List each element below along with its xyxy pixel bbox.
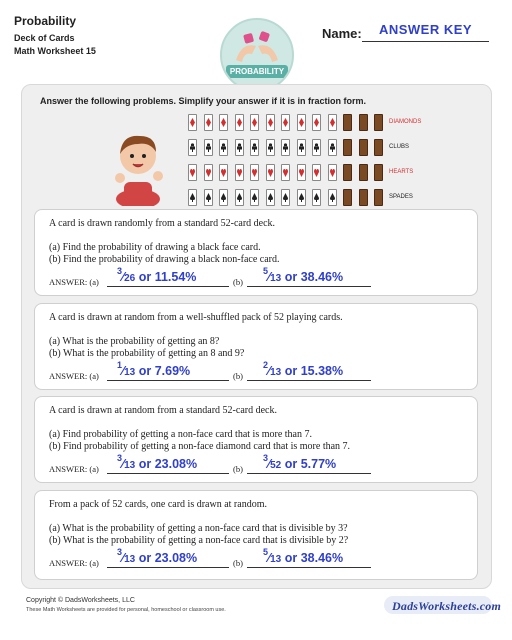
playing-card <box>312 114 321 131</box>
playing-card <box>235 164 244 181</box>
suit-label: CLUBS <box>389 144 410 150</box>
playing-card <box>204 164 213 181</box>
playing-card <box>235 139 244 156</box>
answer-label: ANSWER: (a) <box>49 371 99 381</box>
question-part-a: (a) Find probability of getting a non-face card that is more than 7. <box>49 429 312 440</box>
playing-card <box>188 164 197 181</box>
answer-label: ANSWER: (a) <box>49 277 99 287</box>
brand-logo: DadsWorksheets.com <box>392 599 502 613</box>
suit-label: SPADES <box>389 194 413 200</box>
instructions: Answer the following problems. Simplify your answer if it is in fraction form. <box>40 96 367 106</box>
answer-a-value: $^3$⁄13 or 23.08% <box>117 547 198 566</box>
answer-b-line <box>247 473 371 474</box>
playing-card <box>343 139 352 156</box>
question-intro: A card is drawn at random from a standard 52-card deck. <box>49 405 277 416</box>
answer-b-line <box>247 567 371 568</box>
playing-card <box>266 164 275 181</box>
playing-card <box>359 164 368 181</box>
question-part-b: (b) What is the probability of getting a non-face card that is divisible by 2? <box>49 535 349 546</box>
answer-a-value: $^1$⁄13 or 7.69% <box>117 360 191 379</box>
worksheet-title: Probability <box>14 14 77 28</box>
playing-card <box>312 189 321 206</box>
playing-card <box>312 139 321 156</box>
playing-card <box>374 114 383 131</box>
playing-card <box>219 139 228 156</box>
copyright: Copyright © DadsWorksheets, LLC <box>26 597 135 604</box>
question-part-a: (a) Find the probability of drawing a black face card. <box>49 242 261 253</box>
playing-card <box>328 164 337 181</box>
answer-a-value: $^3$⁄26 or 11.54% <box>117 266 197 285</box>
answer-b-value: $^2$⁄13 or 15.38% <box>263 360 344 379</box>
question-part-b: (b) What is the probability of getting an 8 and 9? <box>49 348 245 359</box>
suit-label: HEARTS <box>389 169 414 175</box>
playing-card <box>297 189 306 206</box>
playing-card <box>374 189 383 206</box>
playing-card <box>266 114 275 131</box>
answer-a-line <box>107 473 229 474</box>
answer-b-label: (b) <box>233 277 243 287</box>
playing-card <box>297 164 306 181</box>
playing-card <box>281 139 290 156</box>
question-part-a: (a) What is the probability of getting a non-face card that is divisible by 3? <box>49 523 348 534</box>
question-intro: A card is drawn at random from a well-shuffled pack of 52 playing cards. <box>49 312 343 323</box>
probability-logo <box>220 18 294 92</box>
logo-label: PROBABILITY <box>226 65 288 78</box>
answer-a-line <box>107 286 229 287</box>
playing-card <box>250 164 259 181</box>
suit-label: DIAMONDS <box>389 119 422 125</box>
question-part-a: (a) What is the probability of getting an 8? <box>49 336 220 347</box>
playing-card <box>297 114 306 131</box>
answer-a-line <box>107 567 229 568</box>
playing-card <box>328 114 337 131</box>
playing-card <box>281 189 290 206</box>
playing-card <box>266 189 275 206</box>
name-value: ANSWER KEY <box>378 22 473 37</box>
name-line <box>362 41 489 42</box>
answer-b-value: $^3$⁄52 or 5.77% <box>263 453 337 472</box>
playing-card <box>204 189 213 206</box>
playing-card <box>219 114 228 131</box>
playing-card <box>312 164 321 181</box>
playing-card <box>343 189 352 206</box>
question-box <box>34 209 478 296</box>
answer-label: ANSWER: (a) <box>49 464 99 474</box>
worksheet-number: Math Worksheet 15 <box>14 46 96 56</box>
playing-card <box>250 114 259 131</box>
playing-card <box>359 139 368 156</box>
playing-card <box>219 164 228 181</box>
name-label: Name: <box>322 26 362 41</box>
answer-b-line <box>247 380 371 381</box>
answer-b-value: $^5$⁄13 or 38.46% <box>263 547 344 566</box>
answer-a-value: $^3$⁄13 or 23.08% <box>117 453 198 472</box>
playing-card <box>328 139 337 156</box>
playing-card <box>281 164 290 181</box>
playing-card <box>343 164 352 181</box>
playing-card <box>235 114 244 131</box>
question-box <box>34 396 478 483</box>
answer-b-value: $^5$⁄13 or 38.46% <box>263 266 344 285</box>
playing-card <box>204 139 213 156</box>
playing-card <box>374 139 383 156</box>
answer-label: ANSWER: (a) <box>49 558 99 568</box>
playing-card <box>188 114 197 131</box>
child-illustration <box>108 124 176 206</box>
usage-note: These Math Worksheets are provided for personal, homeschool or classroom use. <box>26 607 226 613</box>
playing-card <box>359 114 368 131</box>
answer-a-line <box>107 380 229 381</box>
playing-card <box>235 189 244 206</box>
dice-hands-icon <box>222 20 292 90</box>
playing-card <box>328 189 337 206</box>
playing-card <box>188 189 197 206</box>
worksheet-subtitle: Deck of Cards <box>14 33 75 43</box>
playing-card <box>250 189 259 206</box>
question-box <box>34 303 478 390</box>
question-part-b: (b) Find probability of getting a non-face diamond card that is more than 7. <box>49 441 351 452</box>
question-intro: A card is drawn randomly from a standard 52-card deck. <box>49 218 276 229</box>
question-intro: From a pack of 52 cards, one card is drawn at random. <box>49 499 267 510</box>
answer-b-label: (b) <box>233 558 243 568</box>
playing-card <box>359 189 368 206</box>
playing-card <box>266 139 275 156</box>
playing-card <box>188 139 197 156</box>
answer-b-line <box>247 286 371 287</box>
answer-b-label: (b) <box>233 371 243 381</box>
playing-card <box>250 139 259 156</box>
playing-card <box>374 164 383 181</box>
playing-card <box>204 114 213 131</box>
answer-b-label: (b) <box>233 464 243 474</box>
playing-card <box>343 114 352 131</box>
playing-card <box>297 139 306 156</box>
question-part-b: (b) Find the probability of drawing a black non-face card. <box>49 254 280 265</box>
playing-card <box>281 114 290 131</box>
playing-card <box>219 189 228 206</box>
question-box <box>34 490 478 580</box>
